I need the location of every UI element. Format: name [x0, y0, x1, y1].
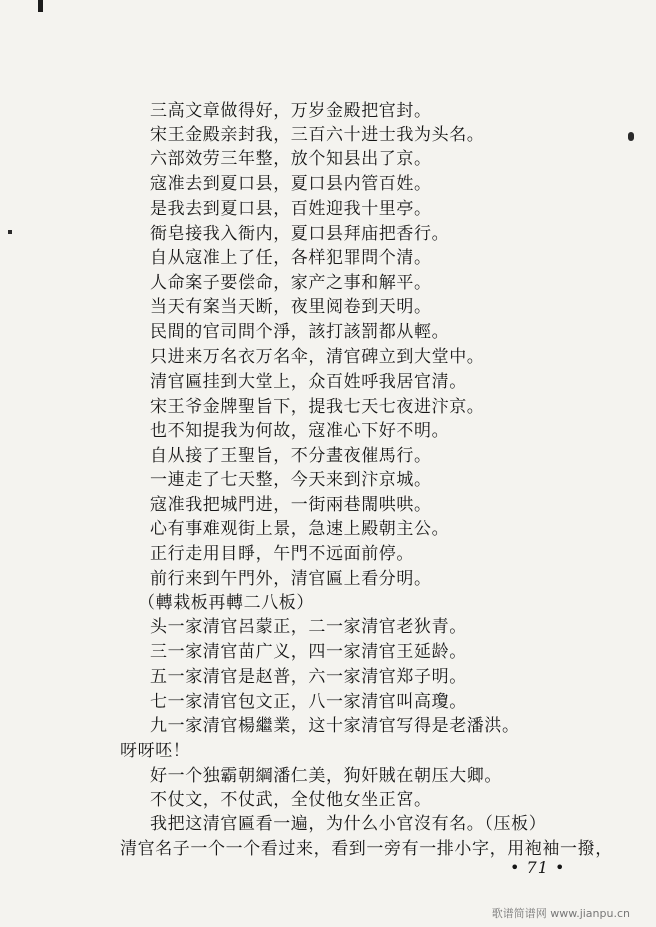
text-line: 一連走了七天整，今天来到汴京城。: [150, 470, 432, 490]
text-line: 自从寇准上了任，各样犯罪問个清。: [150, 248, 432, 268]
text-line: 民間的官司問个淨，該打該罰都从輕。: [150, 322, 450, 342]
text-line: 人命案子要偿命，家产之事和解平。: [150, 273, 432, 293]
text-line: 七一家清官包文正，八一家清官叫高瓊。: [150, 692, 467, 712]
text-line: 呀呀呸！: [120, 741, 191, 761]
text-line: 三一家清官苗广义，四一家清官王延龄。: [150, 642, 467, 662]
scan-edge-mark: [38, 0, 43, 12]
text-line: 前行来到午門外，清官匾上看分明。: [150, 569, 432, 589]
text-line: 九一家清官楊繼業，这十家清官写得是老潘洪。: [150, 716, 520, 736]
page-number: • 71 •: [510, 858, 566, 877]
text-line: 头一家清官呂蒙正，二一家清官老狄青。: [150, 617, 467, 637]
text-line: 是我去到夏口县，百姓迎我十里亭。: [150, 199, 432, 219]
text-line: 寇准去到夏口县，夏口县内管百姓。: [150, 174, 432, 194]
text-line: 我把这清官匾看一遍，为什么小官沒有名。（压板）: [150, 814, 547, 834]
text-line: 好一个独霸朝綱潘仁美，狗奸賊在朝压大卿。: [150, 766, 502, 786]
text-line: 只进来万名衣万名伞，清官碑立到大堂中。: [150, 347, 485, 367]
text-line: 当天有案当天断，夜里阅卷到天明。: [150, 297, 432, 317]
text-line: （轉栽板再轉二八板）: [138, 593, 314, 613]
scan-speck: [8, 230, 12, 234]
text-line: 也不知提我为何故，寇准心下好不明。: [150, 421, 450, 441]
text-line: 宋王爷金牌聖旨下，提我七天七夜进汴京。: [150, 397, 485, 417]
text-line: 六部效劳三年整，放个知县出了京。: [150, 149, 432, 169]
text-line: 不仗文，不仗武，全仗他女坐正宮。: [150, 790, 432, 810]
scan-speck: [628, 132, 634, 141]
text-line: 自从接了王聖旨，不分晝夜催馬行。: [150, 446, 432, 466]
text-line: 三高文章做得好，万岁金殿把官封。: [150, 101, 432, 121]
text-line: 心有事难观街上景，急速上殿朝主公。: [150, 519, 450, 539]
text-line: 宋王金殿亲封我，三百六十进士我为头名。: [150, 125, 485, 145]
text-line: 清官匾挂到大堂上，众百姓呼我居官清。: [150, 372, 467, 392]
text-line: 寇准我把城門进，一街兩巷閙哄哄。: [150, 495, 432, 515]
text-line: 衙皂接我入衙内，夏口县拜庙把香行。: [150, 224, 450, 244]
text-line: 五一家清官是赵普，六一家清官郑子明。: [150, 667, 467, 687]
text-line: 正行走用目睜，午門不远面前停。: [150, 544, 414, 564]
text-line: 清官名子一个一个看过来，看到一旁有一排小字，用袍袖一撥，: [120, 839, 613, 859]
site-watermark: 歌谱简谱网 www.jianpu.cn: [491, 907, 630, 920]
